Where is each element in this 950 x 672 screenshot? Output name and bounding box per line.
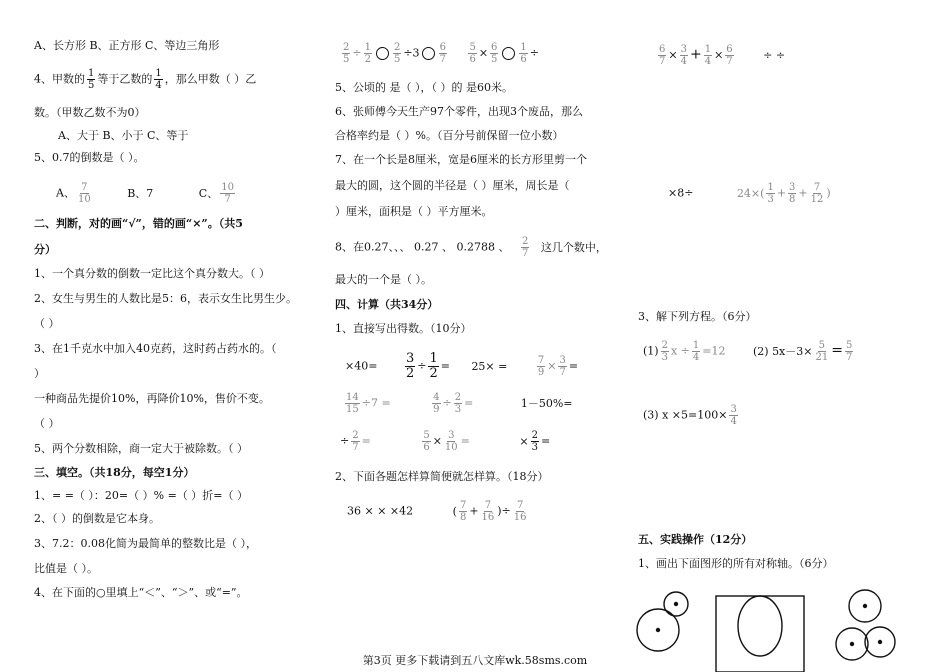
section-2-heading-cont: 分） bbox=[34, 243, 56, 256]
judge-2-cont: （ ） bbox=[34, 317, 60, 330]
fill-2: 2、（ ）的倒数是它本身。 bbox=[34, 512, 160, 525]
fill-3: 3、7.2：0.08化简为最简单的整数比是（ ）， bbox=[34, 537, 257, 550]
q7-line-2: 最大的圆，这个圆的半径是（ ）厘米，周长是（ bbox=[335, 179, 570, 192]
judge-3: 3、在1千克水中加入40克药，这时药占药水的。（ bbox=[34, 342, 277, 355]
compare-row: $\frac{2}{5}$ ÷ $\frac{1}{2}$ $\frac{2}{5}$ ÷3 $\frac{6}{7}$ $\frac{5}{6}$ × $\frac{6}{5}$ $\frac{1}{6}$ ÷ bbox=[343, 42, 539, 65]
practice-1: 1、画出下面图形的所有对称轴。（6分） bbox=[638, 557, 834, 570]
circle-center-dot bbox=[675, 603, 678, 606]
circle-center-dot bbox=[864, 605, 867, 608]
q4-line-2: 数。（甲数乙数不为0） bbox=[34, 106, 146, 119]
calc-1-heading: 1、直接写出得数。（10分） bbox=[335, 322, 472, 335]
q6-line: 6、张师傅今天生产97个零件，出现3个废品，那么 bbox=[335, 105, 583, 118]
section-2-heading: 二、判断，对的画“√”，错的画“×”。（共5 bbox=[34, 217, 243, 230]
q5-line: 5、0.7的倒数是（ ）。 bbox=[34, 151, 145, 164]
q5-hectare: 5、公顷的 是（ ），（ ）的 是60米。 bbox=[335, 81, 513, 94]
page-footer: 第3页 更多下载请到五八文库wk.58sms.com bbox=[362, 654, 588, 667]
circle-center-dot bbox=[657, 629, 660, 632]
equation-3: (3) x ×5=100× $\frac{3}{4}$ bbox=[643, 404, 737, 427]
q4-options: A、大于 B、小于 C、等于 bbox=[58, 129, 189, 142]
q6-line-2: 合格率约是（ ）%。（百分号前保留一位小数） bbox=[335, 129, 564, 142]
q5-options: A、 $\frac{7}{10}$ B、7 C、 $\frac{10}{7}$ bbox=[56, 182, 234, 205]
judge-5: 5、两个分数相除，商一定大于被除数。（ ） bbox=[34, 442, 248, 455]
section-3-heading: 三、填空。（共18分，每空1分） bbox=[34, 466, 195, 479]
simplify-row: 36 × × ×42 ( $\frac{7}{8}$ + $\frac{7}{16}$ )÷ $\frac{7}{16}$ bbox=[347, 500, 527, 523]
judge-4-cont: （ ） bbox=[34, 417, 60, 430]
section-4-heading: 四、计算（共34分） bbox=[335, 298, 439, 311]
q4-line: 4、甲数的 $\frac{1}{5}$ 等于乙数的 $\frac{1}{4}$ ，那么甲数（ ）乙 bbox=[34, 68, 257, 91]
inner-circle bbox=[738, 596, 782, 656]
fill-3-cont: 比值是（ ）。 bbox=[34, 562, 98, 575]
fill-1: 1、= =（ ）：20=（ ）% =（ ）折=（ ） bbox=[34, 489, 249, 502]
fill-4: 4、在下面的○里填上“＜”、“＞”、或“=”。 bbox=[34, 586, 248, 599]
q7-line: 7、在一个长是8厘米，宽是6厘米的长方形里剪一个 bbox=[335, 153, 587, 166]
calc-t2: ×8÷ 24×( $\frac{1}{3}$ + $\frac{3}{8}$ + $\frac{7}{12}$ ) bbox=[668, 182, 831, 205]
two-circles-figure bbox=[637, 592, 688, 651]
calc-t1: $\frac{6}{7}$ × $\frac{3}{4}$ + $\frac{1}{4}$ × $\frac{6}{7}$ ÷ ÷ bbox=[659, 44, 786, 67]
q8-line: 8、在0.27、、、 0.27 、 0.2788 、 $\frac{2}{7}$ 这几个数中， bbox=[335, 236, 607, 259]
q8-line-2: 最大的一个是（ ）。 bbox=[335, 273, 432, 286]
calc-row-1: ×40= $\frac{3}{2}$ ÷ $\frac{1}{2}$ = 25× = $\frac{7}{9}$ × $\frac{3}{7}$ = bbox=[345, 351, 579, 381]
fraction: $\frac{1}{4}$ bbox=[155, 68, 162, 91]
q3-options: A、长方形 B、正方形 C、等边三角形 bbox=[34, 39, 220, 52]
judge-2: 2、女生与男生的人数比是5：6，表示女生比男生少。 bbox=[34, 292, 297, 305]
q7-line-3: ）厘米，面积是（ ）平方厘米。 bbox=[335, 205, 493, 218]
three-circles-figure bbox=[836, 590, 895, 660]
calc-row-3: ÷ $\frac{2}{7}$ = $\frac{5}{6}$ × $\frac{3}{10}$ = × $\frac{2}{3}$ = bbox=[340, 430, 551, 453]
circle-center-dot bbox=[851, 643, 854, 646]
compare-circle[interactable] bbox=[502, 47, 515, 60]
equation-1-2: (1) $\frac{2}{3}$ x ÷ $\frac{1}{4}$ =12 (2) 5x－3× $\frac{5}{21}$ = $\frac{5}{7}$ bbox=[643, 340, 853, 363]
circle-center-dot bbox=[879, 641, 882, 644]
compare-circle[interactable] bbox=[422, 47, 435, 60]
section-5-heading: 五、实践操作（12分） bbox=[638, 533, 753, 546]
calc-2-heading: 2、下面各题怎样算简便就怎样算。（18分） bbox=[335, 470, 549, 483]
fraction: $\frac{1}{5}$ bbox=[88, 68, 95, 91]
judge-1: 1、一个真分数的倒数一定比这个真分数大。（ ） bbox=[34, 267, 270, 280]
compare-circle[interactable] bbox=[376, 47, 389, 60]
equations-heading: 3、解下列方程。（6分） bbox=[638, 310, 757, 323]
fraction: $\frac{10}{7}$ bbox=[221, 182, 234, 205]
calc-row-2: $\frac{14}{15}$ ÷7 = $\frac{4}{9}$ ÷ $\frac{2}{3}$ = 1－50%= bbox=[346, 392, 573, 415]
fraction: $\frac{7}{10}$ bbox=[77, 182, 91, 205]
judge-4: 一种商品先提价10%，再降价10%，售价不变。 bbox=[34, 392, 270, 405]
judge-3-cont: ） bbox=[34, 367, 45, 380]
